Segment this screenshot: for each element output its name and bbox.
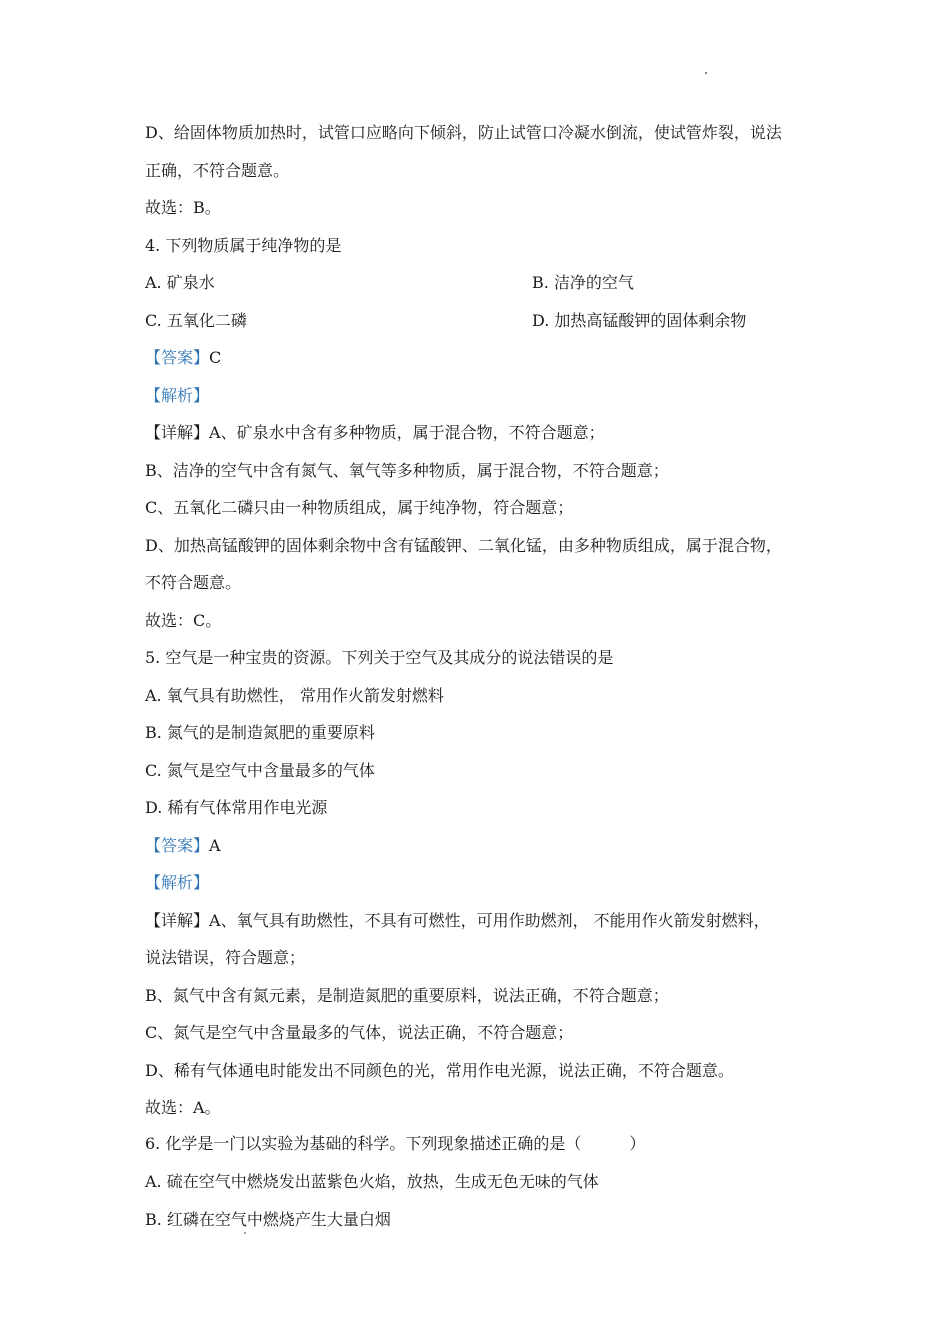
q4-option-c: C. 五氧化二磷 bbox=[145, 311, 247, 330]
q6-question: 6. 化学是一门以实验为基础的科学。下列现象描述正确的是（ ） bbox=[145, 1134, 646, 1153]
q4-choice: 故选：C。 bbox=[145, 611, 222, 630]
q4-option-d: D. 加热高锰酸钾的固体剩余物 bbox=[532, 311, 747, 330]
q4-answer-tag: 【答案】 bbox=[145, 348, 210, 367]
q3-option-d-line1: D、给固体物质加热时，试管口应略向下倾斜，防止试管口冷凝水倒流，使试管炸裂，说法 bbox=[145, 123, 782, 142]
q5-detail-a-line1 bbox=[145, 911, 770, 931]
q4-option-a: A. 矿泉水 bbox=[145, 273, 215, 292]
q6-option-a: A. 硫在空气中燃烧发出蓝紫色火焰，放热，生成无色无味的气体 bbox=[145, 1172, 599, 1191]
q5-option-d: D. 稀有气体常用作电光源 bbox=[145, 798, 328, 817]
q5-answer-line bbox=[145, 836, 221, 856]
q4-analysis-tag: 【解析】 bbox=[145, 386, 210, 405]
q4-answer-value: C bbox=[209, 348, 222, 367]
q4-detail-a: A、矿泉水中含有多种物质，属于混合物，不符合题意； bbox=[209, 423, 605, 442]
q4-question: 4. 下列物质属于纯净物的是 bbox=[145, 236, 342, 255]
q5-detail-tag: 【详解】 bbox=[145, 911, 210, 930]
q4-detail-d-line2: 不符合题意。 bbox=[145, 573, 242, 592]
q5-analysis-tag: 【解析】 bbox=[145, 873, 210, 892]
q5-detail-a-line2: 说法错误，符合题意； bbox=[145, 948, 306, 967]
q6-option-b: B. 红磷在空气中燃烧产生大量白烟 bbox=[145, 1210, 391, 1229]
q5-detail-d: D、稀有气体通电时能发出不同颜色的光，常用作电光源，说法正确，不符合题意。 bbox=[145, 1061, 734, 1080]
q5-detail-a: A、氧气具有助燃性，不具有可燃性，可用作助燃剂， 不能用作火箭发射燃料， bbox=[209, 911, 770, 930]
q3-option-d-line2: 正确，不符合题意。 bbox=[145, 161, 290, 180]
q4-detail-c: C、五氧化二磷只由一种物质组成，属于纯净物，符合题意； bbox=[145, 498, 574, 517]
q5-detail-c: C、氮气是空气中含量最多的气体，说法正确，不符合题意； bbox=[145, 1023, 574, 1042]
q4-detail-d-line1: D、加热高锰酸钾的固体剩余物中含有锰酸钾、二氧化锰，由多种物质组成，属于混合物， bbox=[145, 536, 782, 555]
q5-detail-b: B、氮气中含有氮元素，是制造氮肥的重要原料，说法正确，不符合题意； bbox=[145, 986, 669, 1005]
page-mark-dot-bottom bbox=[244, 1232, 246, 1234]
q4-answer-line bbox=[145, 348, 221, 368]
q5-choice: 故选：A。 bbox=[145, 1098, 221, 1117]
q5-question: 5. 空气是一种宝贵的资源。下列关于空气及其成分的说法错误的是 bbox=[145, 648, 614, 667]
q5-option-a: A. 氧气具有助燃性， 常用作火箭发射燃料 bbox=[145, 686, 444, 705]
q5-answer-tag: 【答案】 bbox=[145, 836, 210, 855]
q5-option-b: B. 氮气的是制造氮肥的重要原料 bbox=[145, 723, 375, 742]
q4-detail-b: B、洁净的空气中含有氮气、氧气等多种物质，属于混合物，不符合题意； bbox=[145, 461, 669, 480]
page-mark-dot bbox=[705, 72, 707, 74]
q5-option-c: C. 氮气是空气中含量最多的气体 bbox=[145, 761, 375, 780]
q4-detail-tag: 【详解】 bbox=[145, 423, 210, 442]
q3-choice: 故选：B。 bbox=[145, 198, 221, 217]
q4-detail-a-line bbox=[145, 423, 605, 443]
q4-option-b: B. 洁净的空气 bbox=[532, 273, 634, 292]
q5-answer-value: A bbox=[209, 836, 221, 855]
